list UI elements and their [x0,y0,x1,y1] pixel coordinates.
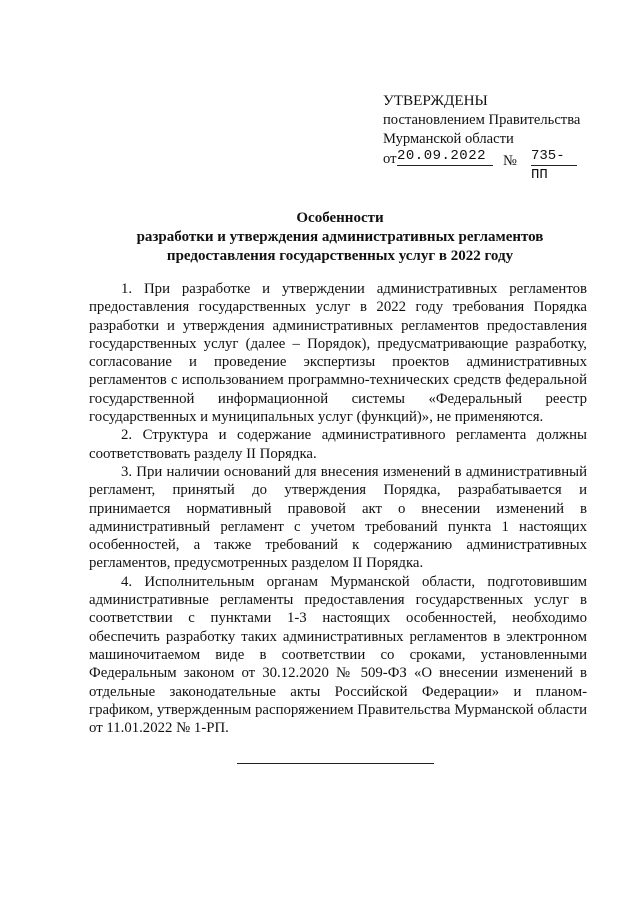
decree-date: 20.09.2022 [397,147,493,166]
title-line-3: предоставления государственных услуг в 2022 году [166,248,514,264]
approval-decree-line: постановлением Правительства [383,111,581,128]
document-body [89,280,587,737]
paragraph-2: 2. Структура и содержание административного регламента должны соответствовать разделу II Порядка. [89,427,587,462]
title-line-2: разработки и утверждения административных регламентов [136,229,544,245]
approval-date-number [383,147,623,183]
date-prefix: от [383,150,397,167]
document-title [100,209,580,266]
number-sign: № [503,152,517,169]
approval-region-line: Мурманской области [383,131,514,147]
approval-stamp [383,91,623,183]
title-line-1: Особенности [296,210,384,226]
paragraph-1: 1. При разработке и утверждении административных регламентов предоставления государственных услуг в 2022 году требования Порядка разработки и утверждения административных регламентов предоставления государственных услуг (далее – Порядок), предусматривающие разработку, согласование и проведение экспертизы проектов административных регламентов с использованием программно-технических средств федеральной государственной информационной системы «Федеральный реестр государственных и муниципальных услуг (функций)», не применяются. [89,281,587,426]
paragraph-4: 4. Исполнительным органам Мурманской области, подготовившим административные регламенты предоставления государственных услуг в соответствии с пунктами 1-3 настоящих особенностей, необходимо обеспечить разработку таких административных регламентов в электронном машиночитаемом виде в соответствии со сроками, установленными Федеральным законом от 30.12.2020 № 509-ФЗ «О внесении изменений в отдельные законодательные акты Российской Федерации» и планом-графиком, утвержденным распоряжением Правительства Мурманской области от 11.01.2022 № 1-РП. [89,573,587,737]
approval-heading: УТВЕРЖДЕНЫ [383,92,488,109]
paragraph-3: 3. При наличии оснований для внесения изменений в административный регламент, принятый до утверждения Порядка, разрабатывается и принимается нормативный правовой акт о внесении изменений в административный регламент с учетом требований пункта 1 настоящих особенностей, а также требований к содержанию административных регламентов, предусмотренных разделом II Порядка. [89,463,587,572]
closing-divider [237,763,434,764]
decree-number: 735-ПП [531,147,577,166]
